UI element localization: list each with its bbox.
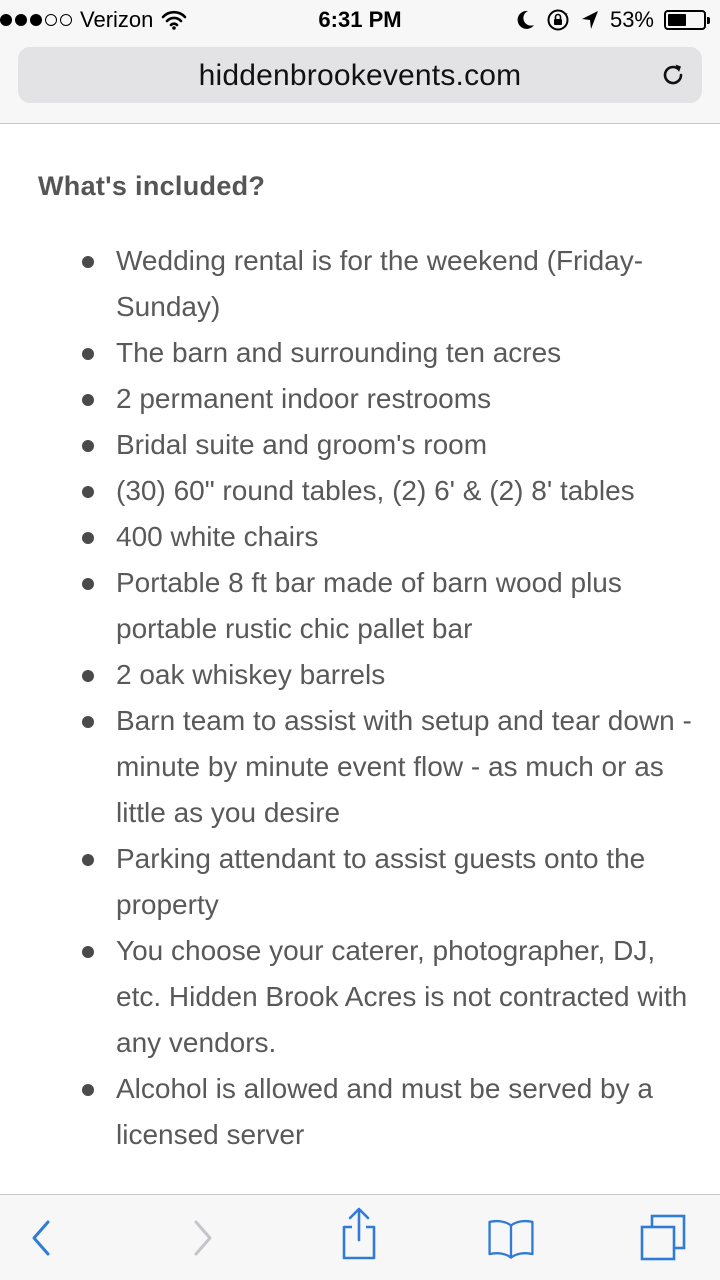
forward-icon[interactable] [188,1218,218,1258]
reload-icon[interactable] [658,60,688,90]
battery-icon [664,10,706,30]
list-item: The barn and surrounding ten acres [0,330,720,376]
tabs-button[interactable] [638,1213,688,1263]
status-bar [0,0,720,40]
list-item: 2 permanent indoor restrooms [0,376,720,422]
list-item: Barn team to assist with setup and tear down - minute by minute event flow - as much or as little as you desire [0,698,720,836]
browser-toolbar [0,1194,720,1280]
bookmarks-button[interactable] [486,1213,536,1263]
list-item: Wedding rental is for the weekend (Friday-Sunday) [0,238,720,330]
back-button[interactable] [16,1213,66,1263]
address-bar[interactable] [18,47,702,103]
carrier-name: Verizon [80,7,154,32]
bookmarks-icon[interactable] [486,1214,536,1262]
section-heading: What's included? [38,171,266,201]
status-time: 6:31 PM [318,7,402,32]
list-item: You choose your caterer, photographer, DJ, etc. Hidden Brook Acres is not contracted with any vendors. [0,928,720,1066]
list-item: Portable 8 ft bar made of barn wood plus portable rustic chic pallet bar [0,560,720,652]
share-icon[interactable] [337,1207,381,1261]
url-text[interactable]: hiddenbrookevents.com [198,59,522,92]
moon-icon [516,9,536,31]
address-bar-area [0,40,720,124]
list-item: (30) 60" round tables, (2) 6' & (2) 8' tables [0,468,720,514]
location-arrow-icon [580,9,600,31]
list-item: Bridal suite and groom's room [0,422,720,468]
list-item: 400 white chairs [0,514,720,560]
tabs-icon[interactable] [638,1213,688,1263]
list-item: Alcohol is allowed and must be served by a licensed server [0,1066,720,1158]
page-content [0,125,720,1193]
rotation-lock-icon [546,8,570,32]
list-item: 2 oak whiskey barrels [0,652,720,698]
list-item: Parking attendant to assist guests onto the property [0,836,720,928]
forward-button[interactable] [178,1213,228,1263]
battery-percent: 53% [609,7,654,32]
included-features-list [0,238,720,1158]
back-icon[interactable] [26,1218,56,1258]
share-button[interactable] [334,1209,384,1259]
